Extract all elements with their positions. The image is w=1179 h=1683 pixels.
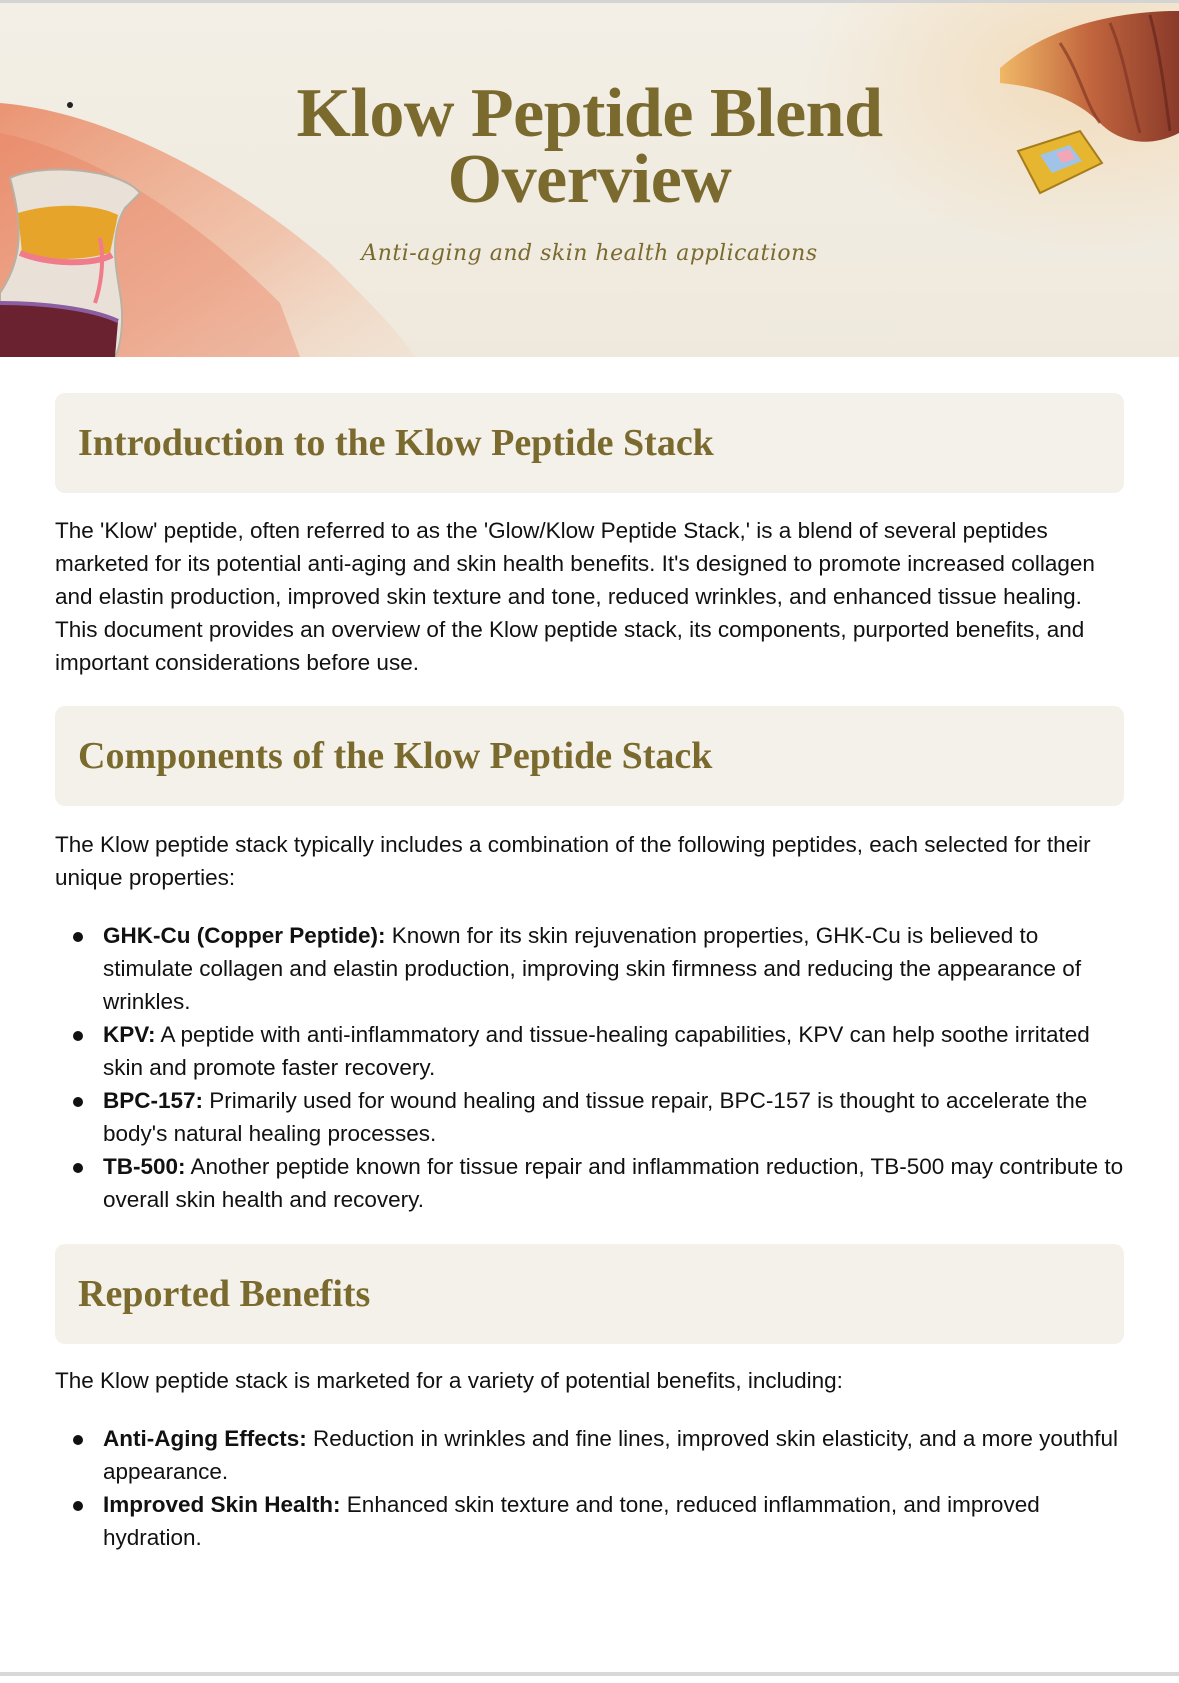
benefits-paragraph: The Klow peptide stack is marketed for a variety of potential benefits, including: <box>55 1368 843 1393</box>
page-title <box>0 75 1179 218</box>
list-item-text: Known for its skin rejuvenation properties, GHK-Cu is believed to stimulate collagen and elastin production, improving skin firmness and reducing the appearance of wrinkles. <box>103 923 1082 1014</box>
list-item-text: Primarily used for wound healing and tissue repair, BPC-157 is thought to accelerate the body's natural healing processes. <box>103 1088 1088 1146</box>
header-banner <box>0 3 1179 357</box>
section-heading-intro <box>55 393 1124 493</box>
list-item <box>55 919 1125 1018</box>
intro-paragraph: The 'Klow' peptide, often referred to as the 'Glow/Klow Peptide Stack,' is a blend of several peptides marketed for its potential anti-aging and skin health benefits. It's designed to promote increased collagen and elastin production, improved skin texture and tone, reduced wrinkles, and enhanced tissue healing. This document provides an overview of the Klow peptide stack, its components, purported benefits, and important considerations before use. <box>55 518 1095 675</box>
list-item <box>55 1422 1125 1488</box>
list-item <box>55 1488 1125 1554</box>
list-item-term: KPV: <box>103 1022 156 1047</box>
bullet-icon <box>73 932 83 942</box>
list-item-text: Reduction in wrinkles and fine lines, improved skin elasticity, and a more youthful appearance. <box>103 1426 1118 1484</box>
section-heading-components-text: Components of the Klow Peptide Stack <box>78 735 713 777</box>
benefits-list <box>55 1422 1125 1554</box>
section-heading-intro-text: Introduction to the Klow Peptide Stack <box>78 422 714 464</box>
list-item <box>55 1084 1125 1150</box>
page-title-line2: Overview <box>447 141 732 218</box>
page-title-line1: Klow Peptide Blend <box>296 75 883 152</box>
page-bottom-rule <box>0 1672 1179 1676</box>
list-item-term: Anti-Aging Effects: <box>103 1426 307 1451</box>
bullet-icon <box>73 1031 83 1041</box>
bullet-icon <box>73 1435 83 1445</box>
section-heading-benefits <box>55 1244 1124 1344</box>
list-item <box>55 1150 1125 1216</box>
list-item-term: BPC-157: <box>103 1088 204 1113</box>
list-item-term: TB-500: <box>103 1154 186 1179</box>
list-item-term: GHK-Cu (Copper Peptide): <box>103 923 386 948</box>
page-subtitle: Anti-aging and skin health applications <box>361 241 818 266</box>
components-paragraph: The Klow peptide stack typically includes a combination of the following peptides, each selected for their unique properties: <box>55 832 1091 890</box>
list-item-text: A peptide with anti-inflammatory and tissue-healing capabilities, KPV can help soothe irritated skin and promote faster recovery. <box>103 1022 1090 1080</box>
list-item-text: Another peptide known for tissue repair and inflammation reduction, TB-500 may contribute to overall skin health and recovery. <box>103 1154 1124 1212</box>
bullet-icon <box>73 1163 83 1173</box>
list-item <box>55 1018 1125 1084</box>
bullet-icon <box>73 1501 83 1511</box>
components-list <box>55 919 1125 1216</box>
section-heading-benefits-text: Reported Benefits <box>78 1273 371 1315</box>
section-heading-components <box>55 706 1124 806</box>
list-item-text: Enhanced skin texture and tone, reduced inflammation, and improved hydration. <box>103 1492 1040 1550</box>
list-item-term: Improved Skin Health: <box>103 1492 341 1517</box>
bullet-icon <box>73 1097 83 1107</box>
